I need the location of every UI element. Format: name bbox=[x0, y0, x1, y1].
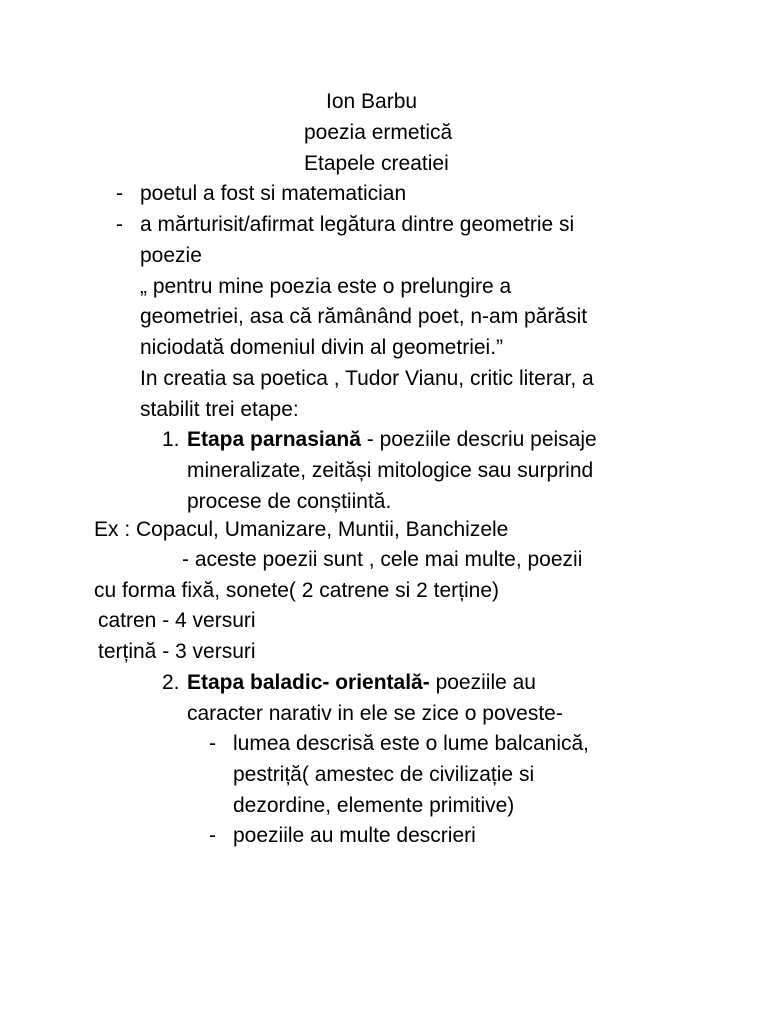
list-item-heading: Etapa baladic- orientală- bbox=[187, 671, 430, 694]
examples-note: - aceste poezii sunt , cele mai multe, poezii bbox=[182, 548, 583, 571]
title-author: Ion Barbu bbox=[326, 90, 418, 113]
bullet-marker: - bbox=[209, 732, 216, 755]
bullet-marker: - bbox=[116, 182, 123, 205]
bullet-text-continuation: pestriță( amestec de civilizație si bbox=[233, 763, 535, 786]
bullet-text: poeziile au multe descrieri bbox=[233, 824, 476, 847]
quote-line: „ pentru mine poezia este o prelungire a bbox=[140, 275, 512, 298]
bullet-text: a mărturisit/afirmat legătura dintre geometrie si bbox=[140, 213, 575, 236]
bullet-marker: - bbox=[209, 824, 216, 847]
list-item-continuation: caracter narativ in ele se zice o poveste- bbox=[187, 702, 563, 725]
list-item-line bbox=[187, 428, 597, 452]
list-item-text: poeziile au bbox=[429, 671, 536, 694]
examples-line: Ex : Copacul, Umanizare, Muntii, Banchizele bbox=[94, 518, 509, 541]
list-item-line bbox=[187, 671, 536, 695]
list-item-text: - poeziile descriu peisaje bbox=[360, 428, 597, 451]
bullet-text-continuation: poezie bbox=[140, 244, 202, 267]
quote-line: niciodată domeniul divin al geometriei.” bbox=[140, 336, 504, 359]
bullet-text-continuation: dezordine, elemente primitive) bbox=[233, 794, 515, 817]
list-item-continuation: procese de conștiintă. bbox=[187, 490, 392, 513]
list-item-continuation: mineralizate, zeităși mitologice sau surprind bbox=[187, 459, 594, 482]
catren-definition: catren - 4 versuri bbox=[98, 609, 256, 632]
list-number: 2. bbox=[162, 671, 180, 694]
tertina-definition: terțină - 3 versuri bbox=[98, 640, 256, 663]
bullet-marker: - bbox=[116, 213, 123, 236]
examples-note: cu forma fixă, sonete( 2 catrene si 2 terține) bbox=[94, 579, 500, 602]
title-section: Etapele creatiei bbox=[304, 152, 449, 175]
paragraph-line: In creatia sa poetica , Tudor Vianu, critic literar, a bbox=[140, 367, 594, 390]
list-item-heading: Etapa parnasiană bbox=[187, 428, 361, 451]
title-subject: poezia ermetică bbox=[304, 121, 453, 144]
bullet-text: lumea descrisă este o lume balcanică, bbox=[233, 732, 590, 755]
bullet-text: poetul a fost si matematician bbox=[140, 182, 407, 205]
list-number: 1. bbox=[162, 428, 180, 451]
paragraph-line: stabilit trei etape: bbox=[140, 398, 299, 421]
quote-line: geometriei, asa că rămânând poet, n-am părăsit bbox=[140, 305, 588, 328]
